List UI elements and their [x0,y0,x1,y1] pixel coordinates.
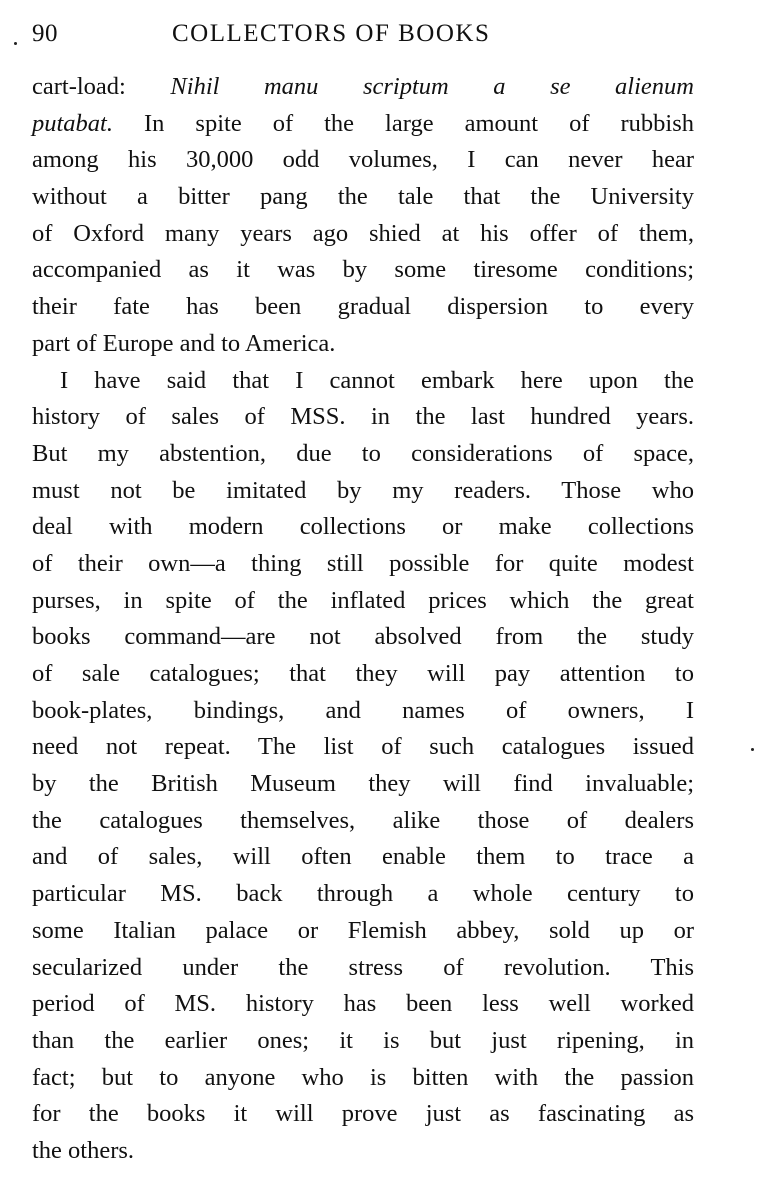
line-text: book-plates, bindings, and names of owners, I [32,696,694,724]
line-text: of Oxford many years ago shied at his offer of them, [32,219,694,247]
running-title: COLLECTORS OF BOOKS [172,20,491,47]
line-text: need not repeat. The list of such catalogues issued [32,733,694,761]
print-speck [751,748,754,751]
line-text: I have said that I cannot embark here upon the [60,366,694,394]
text-line [32,546,694,583]
text-line [32,913,694,950]
line-text: must not be imitated by my readers. Those who [32,476,694,504]
text-line [32,252,694,289]
text-line [32,399,694,436]
line-text: particular MS. back through a whole century to [32,880,694,908]
text-line [32,509,694,546]
line-text: deal with modern collections or make collections [32,513,694,541]
line-text: and of sales, will often enable them to trace a [32,843,694,871]
line-text: fact; but to anyone who is bitten with the passion [32,1063,694,1091]
text-line [32,1133,694,1170]
text-line [32,950,694,987]
text-line [32,363,694,400]
line-text: secularized under the stress of revolution. This [32,953,694,981]
text-line [32,289,694,326]
line-text: among his 30,000 odd volumes, I can never hear [32,146,694,174]
text-line [32,766,694,803]
print-speck [14,42,17,45]
line-text: books command—are not absolved from the study [32,623,694,651]
text-line [32,1060,694,1097]
page-header [28,16,728,52]
line-text: for the books it will prove just as fascinating as [32,1100,694,1128]
text-line [32,619,694,656]
text-line [32,179,694,216]
body-text [32,69,694,1170]
line-text: without a bitter pang the tale that the University [32,183,694,211]
text-line [32,729,694,766]
text-line [32,1023,694,1060]
line-text: than the earlier ones; it is but just ripening, in [32,1026,694,1054]
line-text: But my abstention, due to considerations of space, [32,439,694,467]
line-text: history of sales of MSS. in the last hundred years. [32,403,694,431]
line-text: cart-load: [32,73,171,100]
paragraph [32,363,694,1170]
paragraph [32,69,694,363]
line-text: period of MS. history has been less well worked [32,990,694,1018]
text-line [32,839,694,876]
text-line [32,656,694,693]
text-line [32,473,694,510]
text-line [32,693,694,730]
text-line [32,803,694,840]
text-line [32,876,694,913]
line-text: their fate has been gradual dispersion to every [32,293,694,321]
text-line [32,1096,694,1133]
line-text: by the British Museum they will find invaluable; [32,770,694,798]
text-line [32,583,694,620]
text-line [32,216,694,253]
line-text: the catalogues themselves, alike those of dealers [32,806,694,834]
text-line [32,106,694,143]
text-line [32,326,694,363]
line-text: the others. [32,1136,135,1164]
text-line [32,69,694,106]
line-text: some Italian palace or Flemish abbey, sold up or [32,916,694,944]
page-number: 90 [32,20,58,47]
line-text: accompanied as it was by some tiresome conditions; [32,256,694,284]
text-line [32,142,694,179]
line-text: In spite of the large amount of rubbish [113,109,694,137]
text-line [32,436,694,473]
line-text: of sale catalogues; that they will pay attention to [32,660,694,687]
line-text: of their own—a thing still possible for quite modest [32,549,694,577]
italic-text: Nihil manu scriptum a se alienum [170,73,694,100]
line-text: purses, in spite of the inflated prices which the great [32,586,694,614]
line-text: part of Europe and to America. [32,329,336,357]
text-line [32,986,694,1023]
italic-text: putabat. [32,109,113,137]
